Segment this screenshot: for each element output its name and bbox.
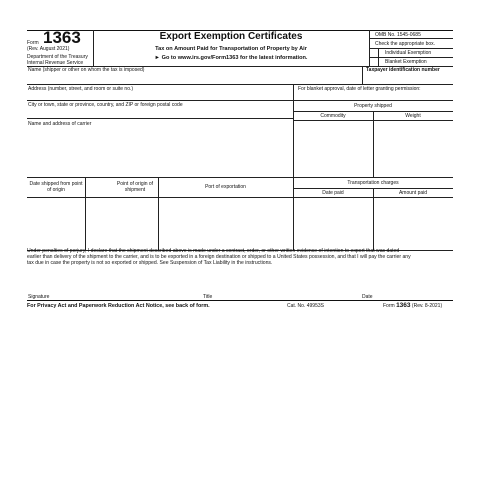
check-rule [369, 48, 453, 49]
address-label: Address (number, street, and room or suite no.) [28, 86, 134, 92]
name-label: Name (shipper or other on whom the tax is imposed) [28, 67, 145, 73]
individual-exemption-checkbox[interactable] [369, 48, 379, 57]
omb-rule [369, 38, 453, 39]
department: Department of the Treasury [27, 54, 88, 60]
date-paid-field[interactable] [293, 197, 373, 250]
service: Internal Revenue Service [27, 60, 84, 66]
blanket-approval-label: For blanket approval, date of letter granting permission: [298, 86, 421, 92]
blanket-exemption-label: Blanket Exemption [385, 59, 427, 65]
transportation-charges-header: Transportation charges [347, 180, 399, 186]
footer-revision: (Rev. 8-2021) [411, 303, 443, 309]
tin-label: Taxpayer identification number [366, 67, 440, 73]
declaration-line-2: earlier than delivery of the shipment to the carrier, and is to be exported in a foreign destination or shipped to a United States possession, and that I will pay the carrier any [27, 254, 411, 260]
omb-number: OMB No. 1545-0685 [375, 32, 421, 38]
date-shipped-header: Date shipped from point of origin [29, 181, 83, 193]
date-label: Date [362, 294, 373, 300]
weight-header: Weight [405, 113, 421, 119]
amount-paid-header: Amount paid [398, 190, 428, 196]
option-rule [369, 57, 453, 58]
title-field[interactable] [202, 280, 357, 298]
carrier-label: Name and address of carrier [28, 121, 92, 127]
date-paid-header: Date paid [322, 190, 344, 196]
form-label: Form [27, 40, 39, 46]
date-shipped-field[interactable] [27, 197, 85, 250]
revision-date: (Rev. August 2021) [27, 46, 70, 52]
declaration-line-1: Under penalties of perjury, I declare that the shipment described above is made under a contract, order, or other written evidence of intention to export that was dated [27, 248, 400, 254]
instruction-text: Go to www.irs.gov/Form1363 for the latest information. [161, 55, 308, 61]
form-title: Export Exemption Certificates [159, 31, 303, 42]
port-of-exportation-field[interactable] [158, 197, 293, 250]
commodity-field[interactable] [293, 120, 373, 177]
title-label: Title [203, 294, 213, 300]
signature-field[interactable] [27, 280, 197, 298]
amount-paid-field[interactable] [373, 197, 453, 250]
date-field[interactable] [360, 280, 453, 298]
point-of-origin-field[interactable] [85, 197, 158, 250]
carrier-row-rule [27, 177, 453, 178]
city-label: City or town, state or province, country, and ZIP or foreign postal code [28, 102, 183, 108]
commodity-header: Commodity [320, 113, 346, 119]
instruction-line [93, 55, 369, 61]
footer-form-word: Form [383, 303, 395, 309]
footer-form-number: 1363 [396, 302, 411, 309]
check-box-label: Check the appropriate box. [375, 41, 436, 47]
cat-number: Cat. No. 49953S [287, 303, 324, 309]
point-of-origin-header: Point of origin of shipment [116, 181, 154, 193]
signature-label: Signature [28, 294, 50, 300]
form-subtitle: Tax on Amount Paid for Transportation of Property by Air [155, 46, 307, 52]
form-number: 1363 [43, 28, 81, 47]
transportation-header-rule [293, 188, 453, 189]
privacy-notice: For Privacy Act and Paperwork Reduction Act Notice, see back of form. [27, 303, 210, 309]
weight-field[interactable] [373, 120, 453, 177]
perjury-declaration [27, 248, 453, 266]
signature-bottom-rule [27, 300, 453, 301]
footer-form-ref [383, 303, 442, 309]
declaration-line-3: tax due in case the property is not so exported or shipped. See Suspension of Tax Liability in the instructions. [27, 260, 273, 266]
blanket-exemption-checkbox[interactable] [369, 57, 379, 66]
arrow-right-icon: ► [154, 55, 161, 61]
port-of-exportation-header: Port of exportation [205, 184, 246, 190]
property-shipped-header: Property shipped [354, 103, 392, 109]
individual-exemption-label: Individual Exemption [385, 50, 432, 56]
